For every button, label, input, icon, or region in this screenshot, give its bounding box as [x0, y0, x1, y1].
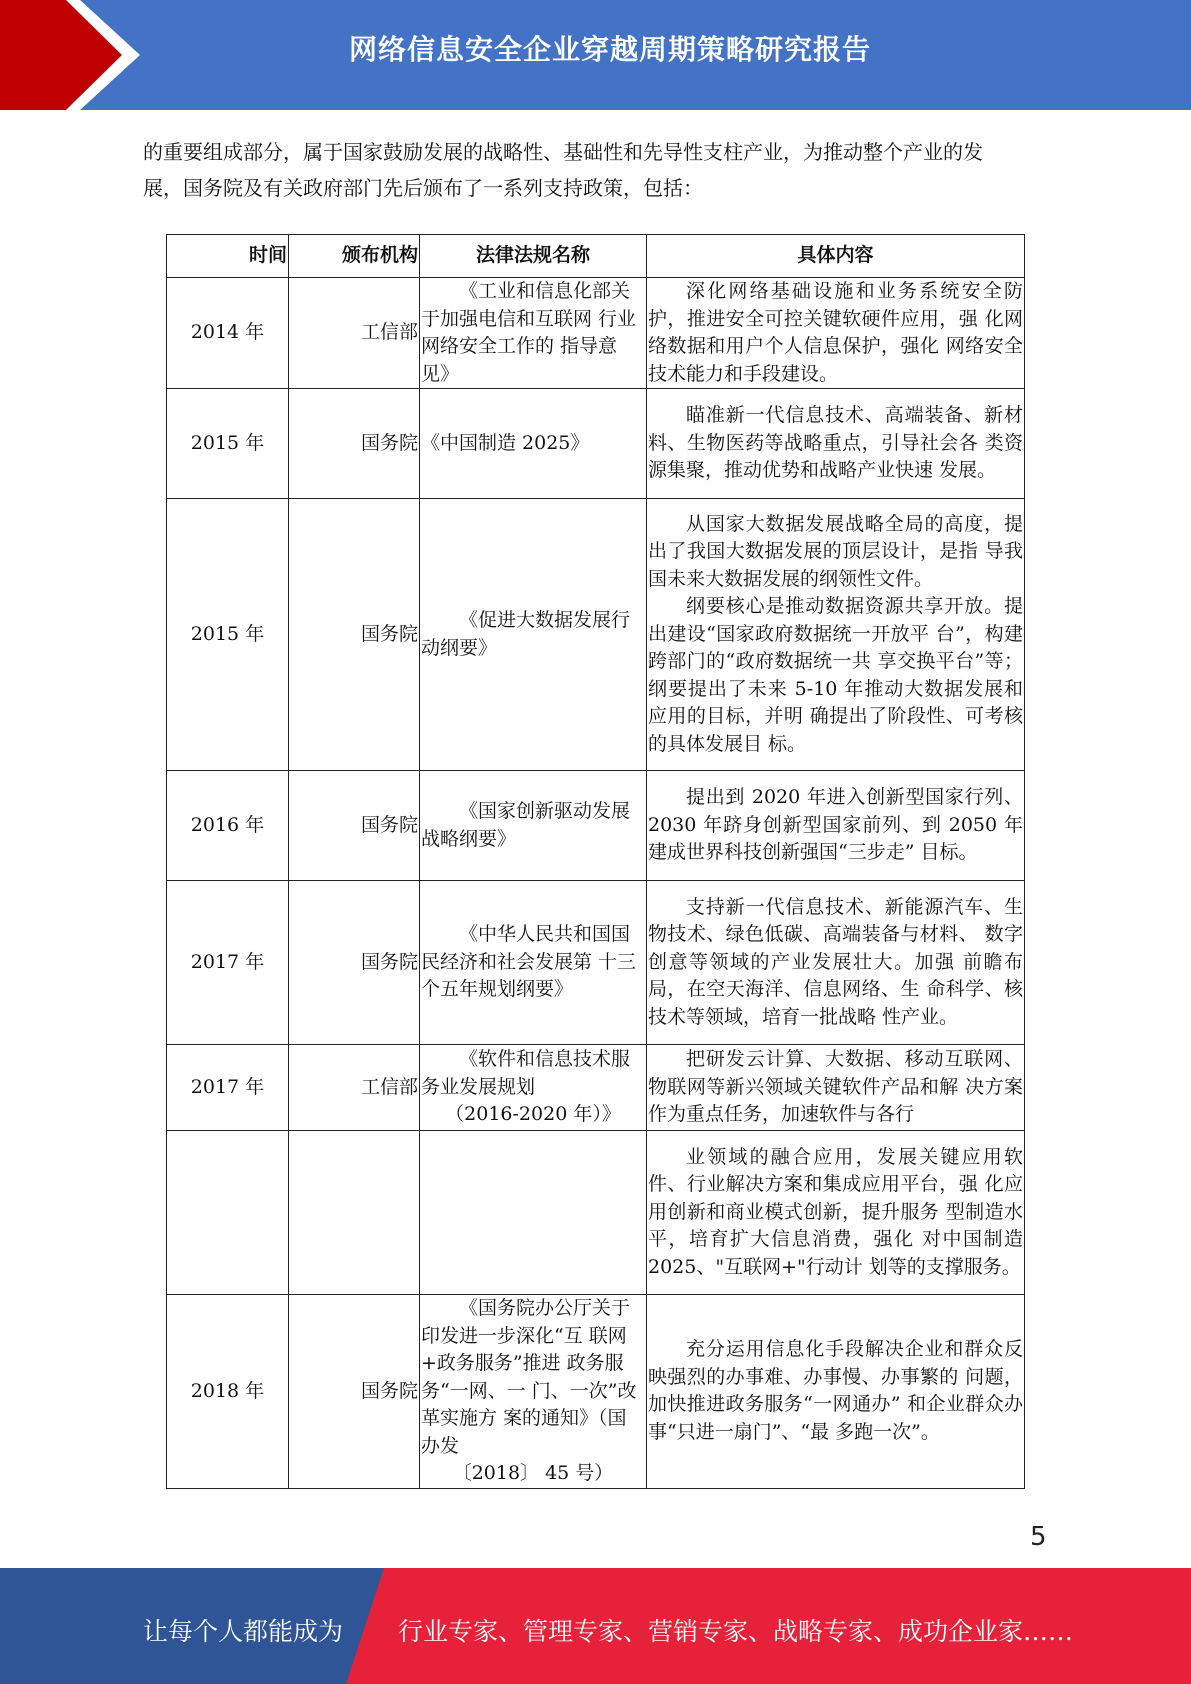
report-title: 网络信息安全企业穿越周期策略研究报告: [348, 33, 871, 66]
cell-time: [167, 1131, 289, 1295]
table-row: [167, 389, 1025, 499]
law-text: 《促进大数据发展行动纲要》: [421, 609, 631, 659]
page-header: [0, 0, 1191, 110]
cell-org: 国务院: [289, 771, 420, 881]
table-row: [167, 1131, 1025, 1295]
cell-content: [647, 881, 1025, 1045]
cell-org: 国务院: [289, 881, 420, 1045]
cell-org: 工信部: [289, 278, 420, 389]
cell-content: [647, 389, 1025, 499]
policy-table: [166, 234, 1025, 1489]
intro-line-2: 展，国务院及有关政府部门先后颁布了一系列支持政策，包括：: [143, 176, 703, 200]
table-row: [167, 278, 1025, 389]
law-text-doc-number: 〔2018〕 45 号）: [452, 1462, 614, 1484]
cell-time: 2018 年: [167, 1295, 289, 1489]
law-text: 《国家创新驱动发展战略纲要》: [421, 800, 631, 850]
cell-content: [647, 499, 1025, 771]
law-text-year: （2016-2020 年）》: [445, 1103, 621, 1126]
cell-content: [647, 1131, 1025, 1295]
content-paragraph: 瞄准新一代信息技术、高端装备、新材料、生物医药等战略重点，引导社会各 类资源集聚，推动优势和战略产业快速 发展。: [648, 404, 1023, 482]
intro-paragraph: [143, 134, 1023, 206]
cell-time: 2015 年: [167, 389, 289, 499]
content-paragraph: 把研发云计算、大数据、移动互联网、物联网等新兴领域关键软件产品和解 决方案作为重点任务，加速软件与各行: [648, 1048, 1023, 1126]
cell-law: [420, 278, 647, 389]
cell-org: 国务院: [289, 499, 420, 771]
table-header-row: [167, 235, 1025, 278]
cell-law: [420, 771, 647, 881]
content-paragraph: 纲要核心是推动数据资源共享开放。提出建设“国家政府数据统一开放平 台”，构建跨部门的“政府数据统一共 享交换平台”等；纲要提出了未来 5-10 年推动大数据发展和应用的目标，并明 确提出了阶段性、可考核的具体发展目 标。: [648, 595, 1023, 755]
cell-time: 2017 年: [167, 881, 289, 1045]
table-row: [167, 1295, 1025, 1489]
content-paragraph: 深化网络基础设施和业务系统安全防护，推进安全可控关键软硬件应用，强 化网络数据和用户个人信息保护，强化 网络安全技术能力和手段建设。: [648, 280, 1023, 385]
table-row: [167, 771, 1025, 881]
header-content: 具体内容: [647, 235, 1025, 278]
cell-law: [420, 1295, 647, 1489]
cell-content: [647, 278, 1025, 389]
footer-slogan-left: 让每个人都能成为: [143, 1617, 344, 1646]
cell-time: 2014 年: [167, 278, 289, 389]
header-law: 法律法规名称: [420, 235, 647, 278]
cell-law: [420, 1131, 647, 1295]
cell-org: 国务院: [289, 389, 420, 499]
footer-slogan-right: 行业专家、管理专家、营销专家、战略专家、成功企业家……: [398, 1617, 1074, 1646]
cell-org: 工信部: [289, 1045, 420, 1131]
law-text: 《软件和信息技术服务业发展规划: [421, 1048, 631, 1098]
cell-time: 2016 年: [167, 771, 289, 881]
page-number: 5: [1030, 1522, 1047, 1552]
table-row: [167, 1045, 1025, 1131]
cell-content: [647, 1045, 1025, 1131]
cell-content: [647, 771, 1025, 881]
page-footer: [0, 1568, 1191, 1684]
intro-line-1: 的重要组成部分，属于国家鼓励发展的战略性、基础性和先导性支柱产业，为推动整个产业的发: [143, 140, 983, 164]
content-paragraph: 提出到 2020 年进入创新型国家行列、2030 年跻身创新型国家前列、到 2050 年建成世界科技创新强国“三步走” 目标。: [648, 786, 1023, 864]
header-time: 时间: [167, 235, 289, 278]
cell-org: [289, 1131, 420, 1295]
law-text: 《中华人民共和国国民经济和社会发展第 十三个五年规划纲要》: [421, 923, 637, 1001]
content-paragraph: 业领域的融合应用，发展关键应用软件、行业解决方案和集成应用平台，强 化应用创新和商业模式创新，提升服务 型制造水平，培育扩大信息消费，强化 对中国制造 2025、"互联网+"行动计 划等的支撑服务。: [648, 1145, 1023, 1278]
law-text: 《工业和信息化部关于加强电信和互联网 行业网络安全工作的 指导意见》: [421, 280, 637, 385]
law-text: 《国务院办公厅关于印发进一步深化“互 联网+政务服务”推进 政务服务“一网、一 门、一次”改革实施方 案的通知》（国办发: [421, 1297, 637, 1457]
table-row: [167, 499, 1025, 771]
cell-content: [647, 1295, 1025, 1489]
cell-law: [420, 389, 647, 499]
content-paragraph: 充分运用信息化手段解决企业和群众反映强烈的办事难、办事慢、办事繁的 问题，加快推进政务服务“一网通办” 和企业群众办事“只进一扇门”、“最 多跑一次”。: [648, 1338, 1023, 1443]
cell-law: [420, 881, 647, 1045]
content-paragraph: 从国家大数据发展战略全局的高度，提出了我国大数据发展的顶层设计，是指 导我国未来大数据发展的纲领性文件。: [648, 512, 1023, 590]
law-text: 《中国制造 2025》: [421, 431, 590, 454]
content-paragraph: 支持新一代信息技术、新能源汽车、生物技术、绿色低碳、高端装备与材料、 数字创意等领域的产业发展壮大。加强 前瞻布局，在空天海洋、信息网络、生 命科学、核技术等领域，培育一批战略 性产业。: [648, 895, 1023, 1028]
table-row: [167, 881, 1025, 1045]
cell-law: [420, 1045, 647, 1131]
cell-org: 国务院: [289, 1295, 420, 1489]
cell-law: [420, 499, 647, 771]
cell-time: 2017 年: [167, 1045, 289, 1131]
header-org: 颁布机构: [289, 235, 420, 278]
cell-time: 2015 年: [167, 499, 289, 771]
